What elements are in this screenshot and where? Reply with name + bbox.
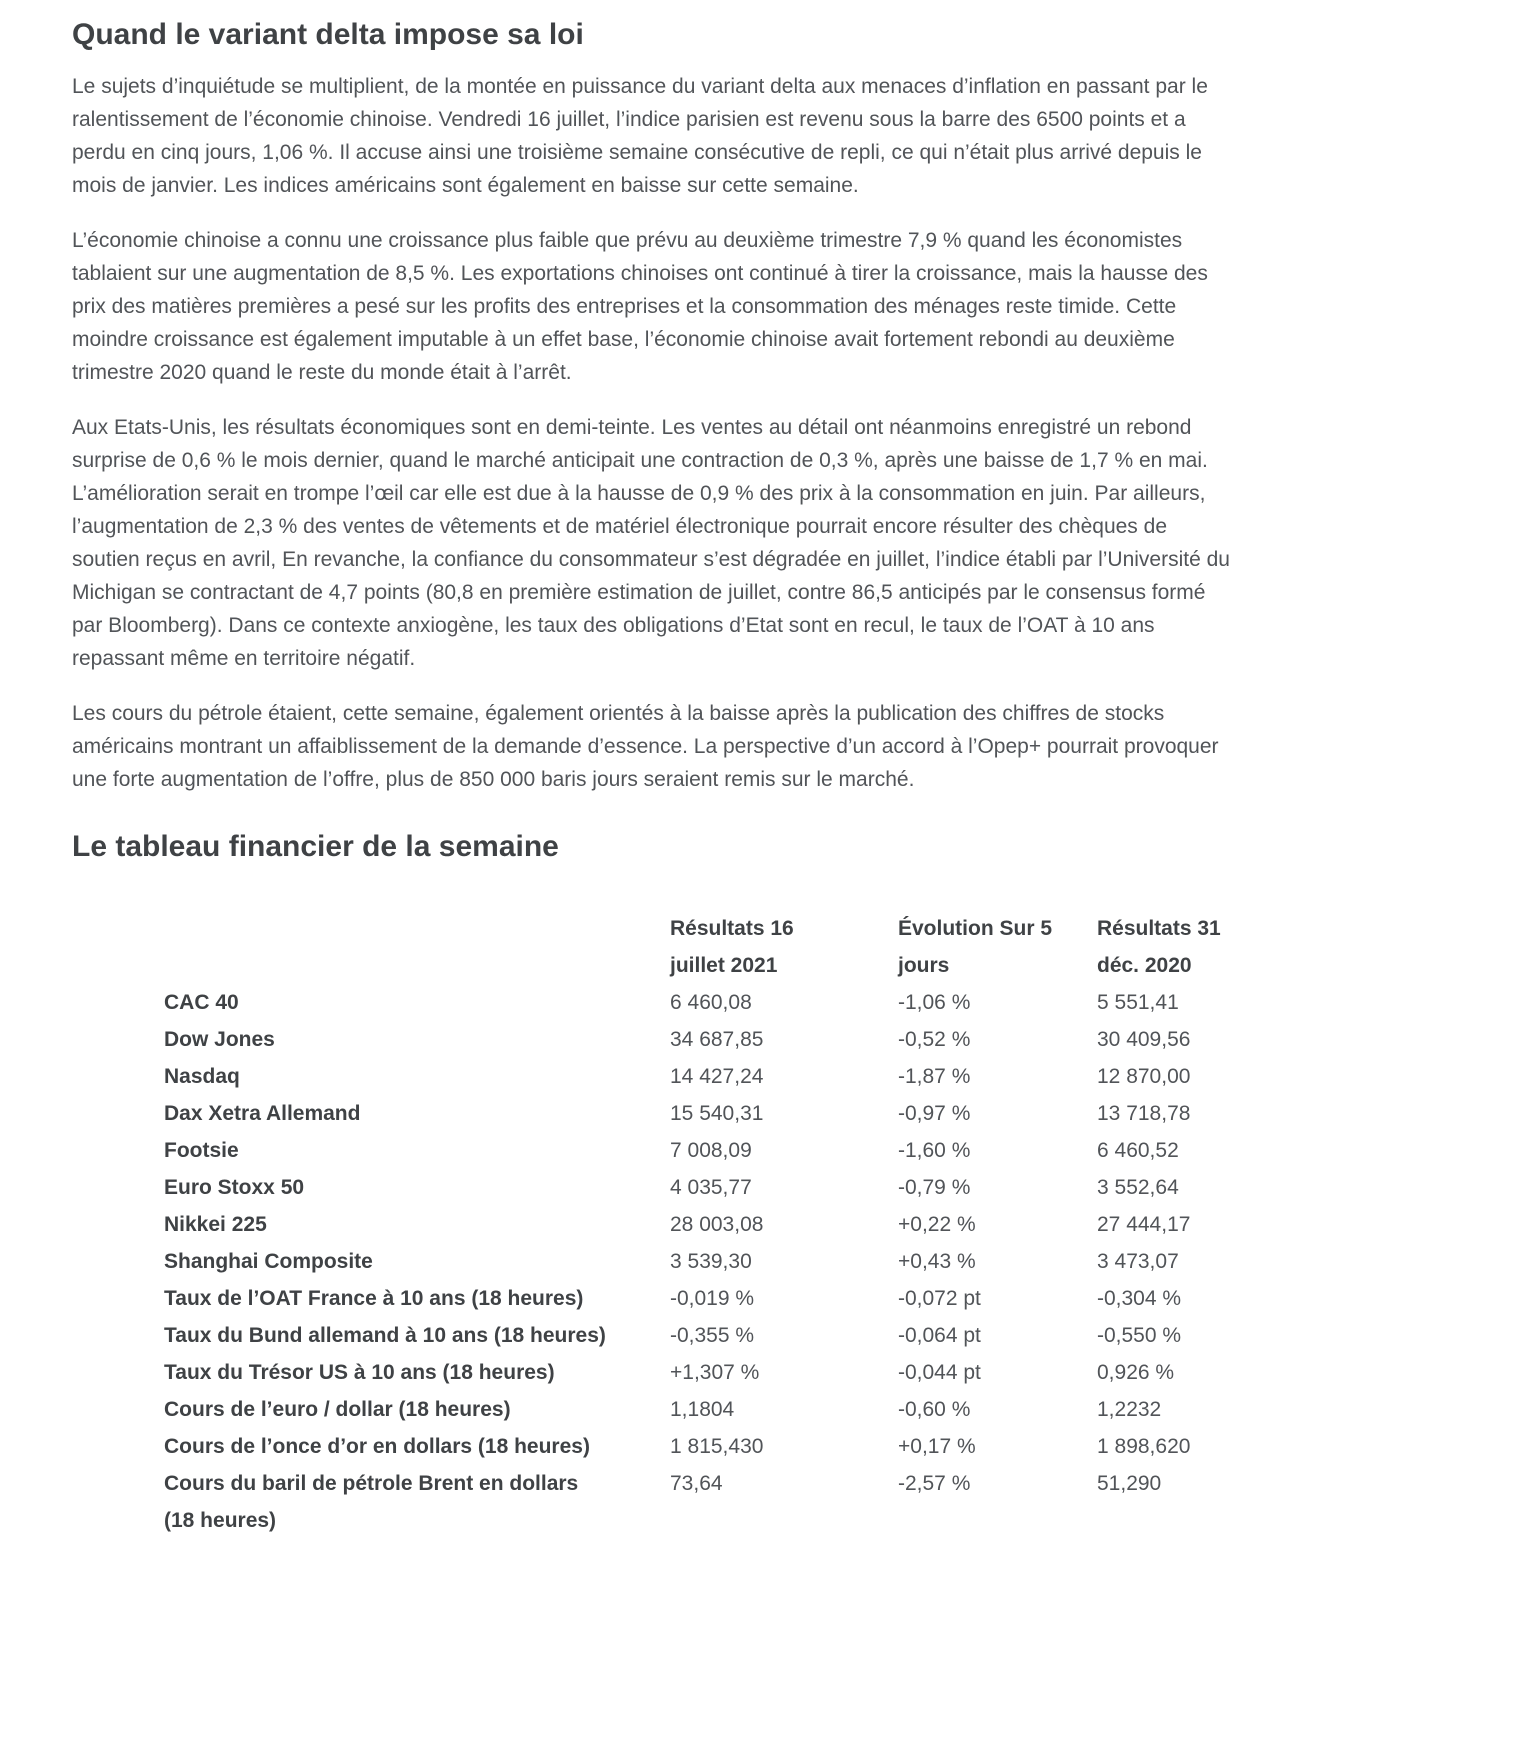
paragraph-us-results: Aux Etats-Unis, les résultats économiques sont en demi-teinte. Les ventes au détail ont néanmoins enregistré un rebond surprise de 0,6 % le mois dernier, quand le marché anticipait une contraction de 0,3 %, après une baisse de 1,7 % en mai. L’amélioration serait en trompe l’œil car elle est due à la hausse de 0,9 % des prix à la consommation en juin. Par ailleurs, l’augmentation de 2,3 % des ventes de vêtements et de matériel électronique pourrait encore résulter des chèques de soutien reçus en avril, En revanche, la confiance du consommateur s’est dégradée en juillet, l’indice établi par l’Université du Michigan se contractant de 4,7 points (80,8 en première estimation de juillet, contre 86,5 anticipés par le consensus formé par Bloomberg). Dans ce contexte anxiogène, les taux des obligations d’Etat sont en recul, le taux de l’OAT à 10 ans repassant même en territoire négatif. — [72, 416, 1230, 670]
row-label: Cours de l’euro / dollar (18 heures) — [164, 1398, 511, 1421]
row-value: +0,22 % — [898, 1213, 976, 1236]
table-row — [164, 1132, 1238, 1169]
table-header-row — [164, 910, 1238, 984]
table-row — [164, 1280, 1238, 1317]
row-value: -0,79 % — [898, 1176, 971, 1199]
article-content — [72, 16, 1238, 1539]
section-title-financial-table: Le tableau financier de la semaine — [72, 830, 559, 863]
row-value: -0,52 % — [898, 1028, 971, 1051]
column-header-results-31-dec — [1097, 910, 1327, 984]
row-value: 3 552,64 — [1097, 1176, 1179, 1199]
row-value: -0,60 % — [898, 1398, 971, 1421]
row-value: 12 870,00 — [1097, 1065, 1191, 1088]
row-label: Shanghai Composite — [164, 1250, 373, 1273]
row-value: 27 444,17 — [1097, 1213, 1191, 1236]
column-header-line: Résultats 16 — [670, 917, 794, 940]
row-value: +0,17 % — [898, 1435, 976, 1458]
row-value: 15 540,31 — [670, 1102, 764, 1125]
column-header-line: Évolution Sur 5 — [898, 917, 1053, 940]
paragraph-market-overview: Le sujets d’inquiétude se multiplient, de la montée en puissance du variant delta aux menaces d’inflation en passant par le ralentissement de l’économie chinoise. Vendredi 16 juillet, l’indice parisien est revenu sous la barre des 6500 points et a perdu en cinq jours, 1,06 %. Il accuse ainsi une troisième semaine consécutive de repli, ce qui n’était plus arrivé depuis le mois de janvier. Les indices américains sont également en baisse sur cette semaine. — [72, 75, 1208, 197]
row-label: Euro Stoxx 50 — [164, 1176, 305, 1199]
row-value: 0,926 % — [1097, 1361, 1175, 1384]
row-label: Nasdaq — [164, 1065, 240, 1088]
row-value: 5 551,41 — [1097, 991, 1179, 1014]
row-label: CAC 40 — [164, 991, 239, 1014]
row-value: +1,307 % — [670, 1361, 760, 1384]
column-header-evolution-5-days — [898, 910, 1097, 984]
row-value: -1,87 % — [898, 1065, 971, 1088]
row-value: 13 718,78 — [1097, 1102, 1191, 1125]
row-label: Taux du Trésor US à 10 ans (18 heures) — [164, 1361, 555, 1384]
table-row — [164, 1428, 1238, 1465]
table-row — [164, 1021, 1238, 1058]
row-value: 4 035,77 — [670, 1176, 752, 1199]
table-row — [164, 1206, 1238, 1243]
row-label: Taux de l’OAT France à 10 ans (18 heures) — [164, 1287, 584, 1310]
row-value: 1,2232 — [1097, 1398, 1162, 1421]
row-value: 3 473,07 — [1097, 1250, 1179, 1273]
financial-table — [164, 910, 1238, 1539]
paragraph-oil-prices: Les cours du pétrole étaient, cette semaine, également orientés à la baisse après la publication des chiffres de stocks américains montrant un affaiblissement de la demande d’essence. La perspective d’un accord à l’Opep+ pourrait provoquer une forte augmentation de l’offre, plus de 850 000 baris jours seraient remis sur le marché. — [72, 702, 1219, 791]
row-value: 51,290 — [1097, 1472, 1162, 1495]
table-row — [164, 1058, 1238, 1095]
row-value: -0,550 % — [1097, 1324, 1182, 1347]
row-value: +0,43 % — [898, 1250, 976, 1273]
table-row — [164, 1317, 1238, 1354]
row-value: 1 815,430 — [670, 1435, 764, 1458]
row-label: Nikkei 225 — [164, 1213, 267, 1236]
row-value: 14 427,24 — [670, 1065, 764, 1088]
row-value: 6 460,08 — [670, 991, 752, 1014]
row-value: -0,97 % — [898, 1102, 971, 1125]
row-value: 34 687,85 — [670, 1028, 764, 1051]
table-row — [164, 1391, 1238, 1428]
row-value: 1 898,620 — [1097, 1435, 1191, 1458]
row-label: Dow Jones — [164, 1028, 275, 1051]
table-row — [164, 1465, 1238, 1539]
row-label: Taux du Bund allemand à 10 ans (18 heures) — [164, 1324, 606, 1347]
row-value: -0,304 % — [1097, 1287, 1182, 1310]
table-row — [164, 1354, 1238, 1391]
column-header-line: Résultats 31 — [1097, 917, 1221, 940]
row-value: 3 539,30 — [670, 1250, 752, 1273]
row-value: -0,019 % — [670, 1287, 755, 1310]
row-value: 28 003,08 — [670, 1213, 764, 1236]
row-label: Footsie — [164, 1139, 239, 1162]
column-header-line: déc. 2020 — [1097, 954, 1192, 977]
table-body — [164, 984, 1238, 1539]
row-value: -2,57 % — [898, 1472, 971, 1495]
row-label: Cours de l’once d’or en dollars (18 heures) — [164, 1435, 590, 1458]
row-label: Cours du baril de pétrole Brent en dollars (18 heures) — [164, 1472, 579, 1532]
column-header-line: jours — [898, 954, 950, 977]
row-value: 30 409,56 — [1097, 1028, 1191, 1051]
row-value: -1,06 % — [898, 991, 971, 1014]
row-value: -0,044 pt — [898, 1361, 981, 1384]
row-value: 1,1804 — [670, 1398, 735, 1421]
row-value: 73,64 — [670, 1472, 723, 1495]
table-row — [164, 1243, 1238, 1280]
paragraph-chinese-economy: L’économie chinoise a connu une croissance plus faible que prévu au deuxième trimestre 7,9 % quand les économistes tablaient sur une augmentation de 8,5 %. Les exportations chinoises ont continué à tirer la croissance, mais la hausse des prix des matières premières a pesé sur les profits des entreprises et la consommation des ménages reste timide. Cette moindre croissance est également imputable à un effet base, l’économie chinoise avait fortement rebondi au deuxième trimestre 2020 quand le reste du monde était à l’arrêt. — [72, 229, 1208, 384]
table-row — [164, 1169, 1238, 1206]
column-header-line: juillet 2021 — [670, 954, 778, 977]
table-row — [164, 984, 1238, 1021]
article-title: Quand le variant delta impose sa loi — [72, 18, 584, 51]
row-value: 7 008,09 — [670, 1139, 752, 1162]
row-value: -0,072 pt — [898, 1287, 981, 1310]
column-header-results-16-july — [670, 910, 898, 984]
row-value: -1,60 % — [898, 1139, 971, 1162]
row-value: -0,355 % — [670, 1324, 755, 1347]
row-value: 6 460,52 — [1097, 1139, 1179, 1162]
table-row — [164, 1095, 1238, 1132]
row-value: -0,064 pt — [898, 1324, 981, 1347]
row-label: Dax Xetra Allemand — [164, 1102, 361, 1125]
